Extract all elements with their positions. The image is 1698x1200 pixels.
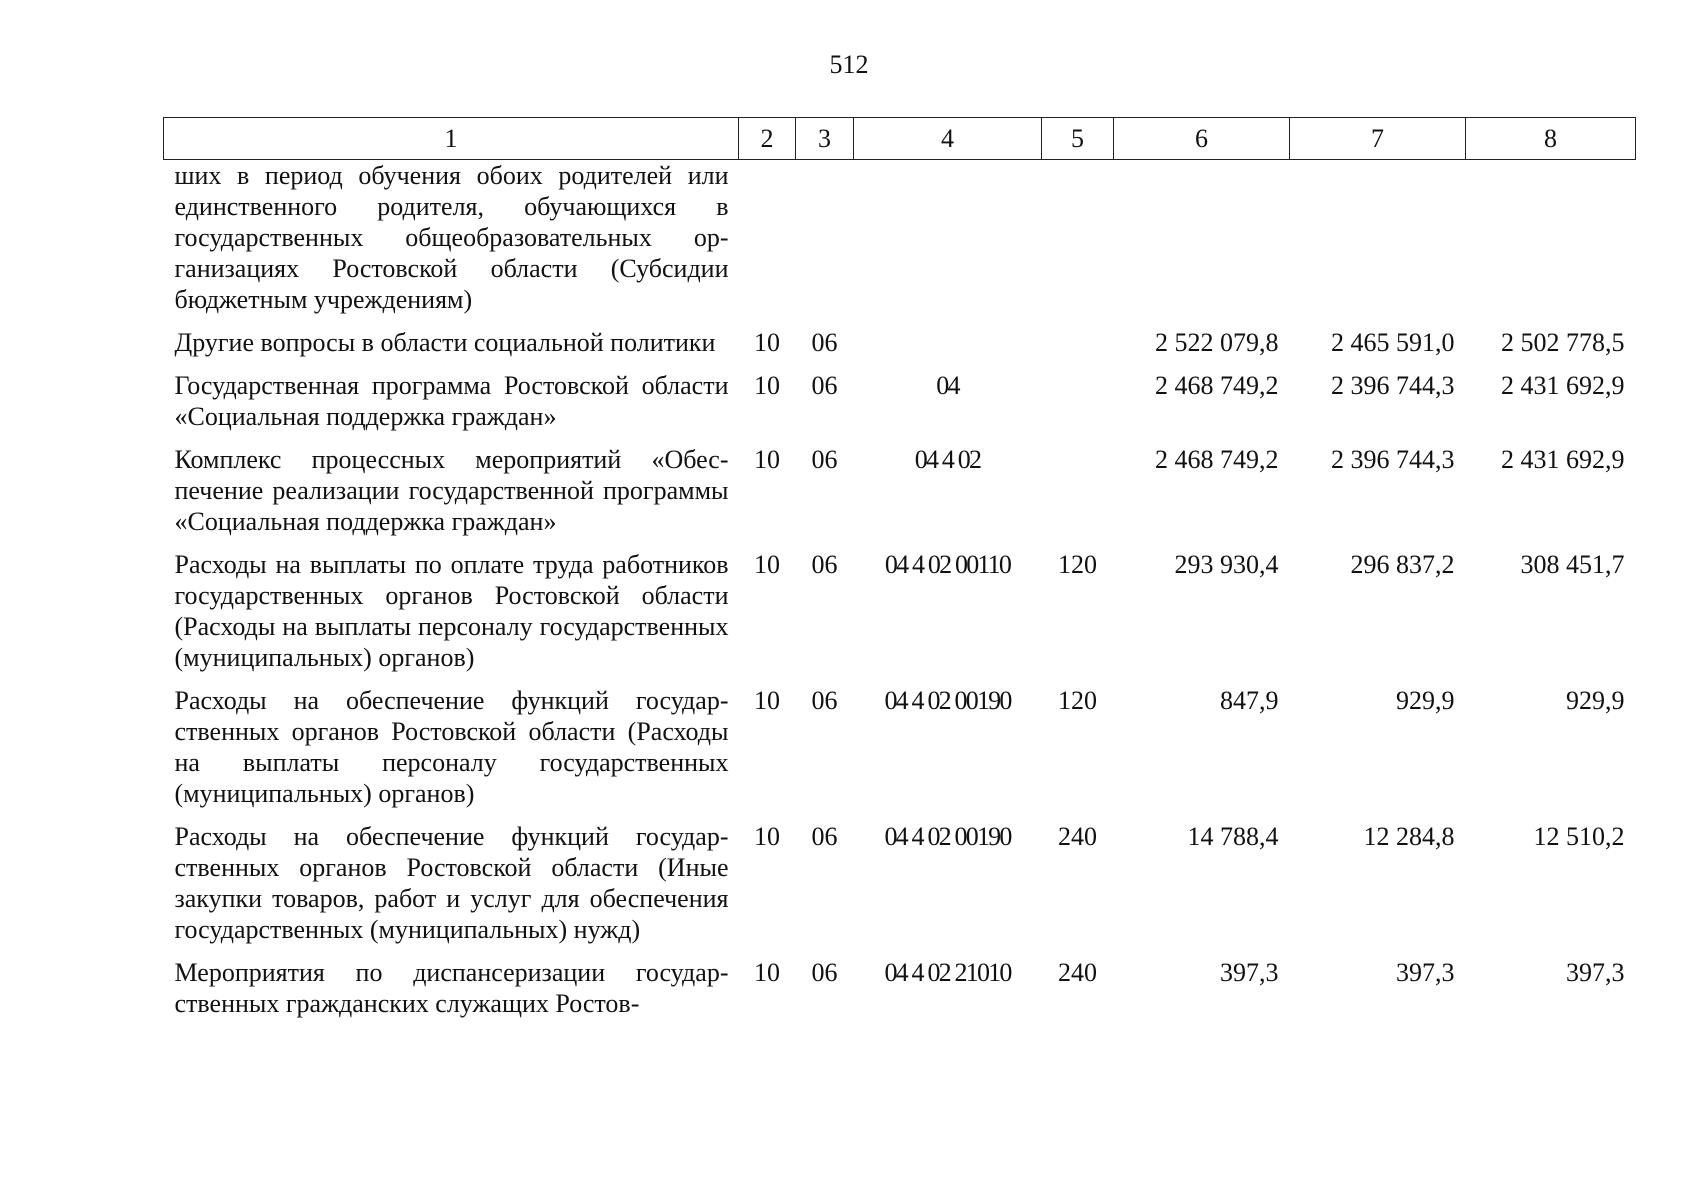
- amount-year-3: 2 431 692,9: [1501, 371, 1625, 400]
- amount-year-1: 293 930,4: [1174, 550, 1279, 579]
- amount-year-3: 397,3: [1566, 958, 1625, 987]
- amount-year-2: 296 837,2: [1350, 550, 1455, 579]
- column-header: 1: [164, 118, 739, 160]
- amount-year-2: 397,3: [1396, 958, 1455, 987]
- subsection-code: 06: [811, 445, 838, 474]
- expense-type-code: 240: [1058, 958, 1097, 987]
- amount-year-1: 14 788,4: [1187, 822, 1279, 851]
- row-description: Государственная программа Ростовской области «Социальная поддержка граждан»: [174, 371, 729, 431]
- amount-year-3: 929,9: [1566, 686, 1625, 715]
- expense-type-code: [1042, 444, 1114, 549]
- subsection-code: 06: [811, 328, 838, 357]
- amount-year-1: [1114, 160, 1290, 328]
- target-article-code: [854, 327, 1042, 370]
- table-row: [164, 444, 1636, 549]
- subsection-code: [796, 160, 854, 328]
- subsection-code: 06: [811, 822, 838, 851]
- amount-year-2: 2 396 744,3: [1331, 445, 1455, 474]
- amount-year-1: 2 522 079,8: [1155, 328, 1279, 357]
- table-row: [164, 327, 1636, 370]
- page-number: 512: [829, 50, 869, 79]
- target-article-code: 04 4 02 00190: [884, 822, 1011, 851]
- row-description: Расходы на выплаты по оплате труда работников государственных органов Ростовской области (Расходы на выплаты персоналу государственных (муниципальных) органов): [174, 550, 729, 672]
- subsection-code: 06: [811, 686, 838, 715]
- row-description: ших в период обучения обоих родителей или единственного родителя, обучающихся в государственных общеобразовательных организациях Ростовской области (Субсидии бюджетным учреждениям): [174, 161, 729, 314]
- section-code: 10: [754, 328, 780, 357]
- expense-type-code: 120: [1058, 686, 1097, 715]
- table-header-row: [164, 118, 1636, 160]
- expense-type-code: [1042, 160, 1114, 328]
- target-article-code: 04 4 02: [914, 445, 981, 474]
- section-code: 10: [754, 550, 780, 579]
- row-description: Комплекс процессных мероприятий «Обеспечение реализации государственной программы «Социальная поддержка граждан»: [174, 445, 729, 536]
- section-code: 10: [754, 445, 780, 474]
- expense-type-code: 120: [1058, 550, 1097, 579]
- amount-year-3: 2 502 778,5: [1501, 328, 1625, 357]
- amount-year-3: [1466, 160, 1636, 328]
- amount-year-3: 12 510,2: [1533, 822, 1625, 851]
- row-description: Расходы на обеспечение функций государственных органов Ростовской области (Иные закупки товаров, работ и услуг для обеспечения государственных (муниципальных) нужд): [174, 822, 729, 944]
- amount-year-2: 2 396 744,3: [1331, 371, 1455, 400]
- expense-type-code: [1042, 370, 1114, 444]
- section-code: [739, 160, 796, 328]
- column-header: 6: [1114, 118, 1290, 160]
- table-row: [164, 957, 1636, 1031]
- section-code: 10: [754, 686, 780, 715]
- column-header: 7: [1290, 118, 1466, 160]
- column-header: 5: [1042, 118, 1114, 160]
- amount-year-1: 2 468 749,2: [1155, 371, 1279, 400]
- table-row: [164, 549, 1636, 685]
- table-row: [164, 685, 1636, 821]
- amount-year-1: 397,3: [1220, 958, 1279, 987]
- column-header: 3: [796, 118, 854, 160]
- row-description: Расходы на обеспечение функций государственных органов Ростовской области (Расходы на выплаты персоналу государственных (муниципальных) органов): [174, 686, 729, 808]
- amount-year-2: 12 284,8: [1363, 822, 1455, 851]
- table-row: [164, 160, 1636, 328]
- target-article-code: 04 4 02 00110: [884, 550, 1011, 579]
- subsection-code: 06: [811, 958, 838, 987]
- expense-type-code: 240: [1058, 822, 1097, 851]
- target-article-code: 04 4 02 21010: [884, 958, 1011, 987]
- subsection-code: 06: [811, 371, 838, 400]
- amount-year-2: 929,9: [1396, 686, 1455, 715]
- amount-year-3: 2 431 692,9: [1501, 445, 1625, 474]
- column-header: 2: [739, 118, 796, 160]
- expense-type-code: [1042, 327, 1114, 370]
- table-row: [164, 821, 1636, 957]
- target-article-code: 04 4 02 00190: [884, 686, 1011, 715]
- section-code: 10: [754, 822, 780, 851]
- amount-year-1: 2 468 749,2: [1155, 445, 1279, 474]
- row-description: Мероприятия по диспансеризации государственных гражданских служащих Ростов-: [174, 958, 729, 1018]
- amount-year-2: 2 465 591,0: [1331, 328, 1455, 357]
- subsection-code: 06: [811, 550, 838, 579]
- section-code: 10: [754, 371, 780, 400]
- section-code: 10: [754, 958, 780, 987]
- amount-year-1: 847,9: [1220, 686, 1279, 715]
- row-description: Другие вопросы в области социальной политики: [174, 328, 716, 357]
- budget-table: [163, 117, 1636, 1031]
- target-article-code: [854, 160, 1042, 328]
- target-article-code: 04: [936, 371, 959, 400]
- table-row: [164, 370, 1636, 444]
- amount-year-3: 308 451,7: [1520, 550, 1625, 579]
- amount-year-2: [1290, 160, 1466, 328]
- column-header: 4: [854, 118, 1042, 160]
- column-header: 8: [1466, 118, 1636, 160]
